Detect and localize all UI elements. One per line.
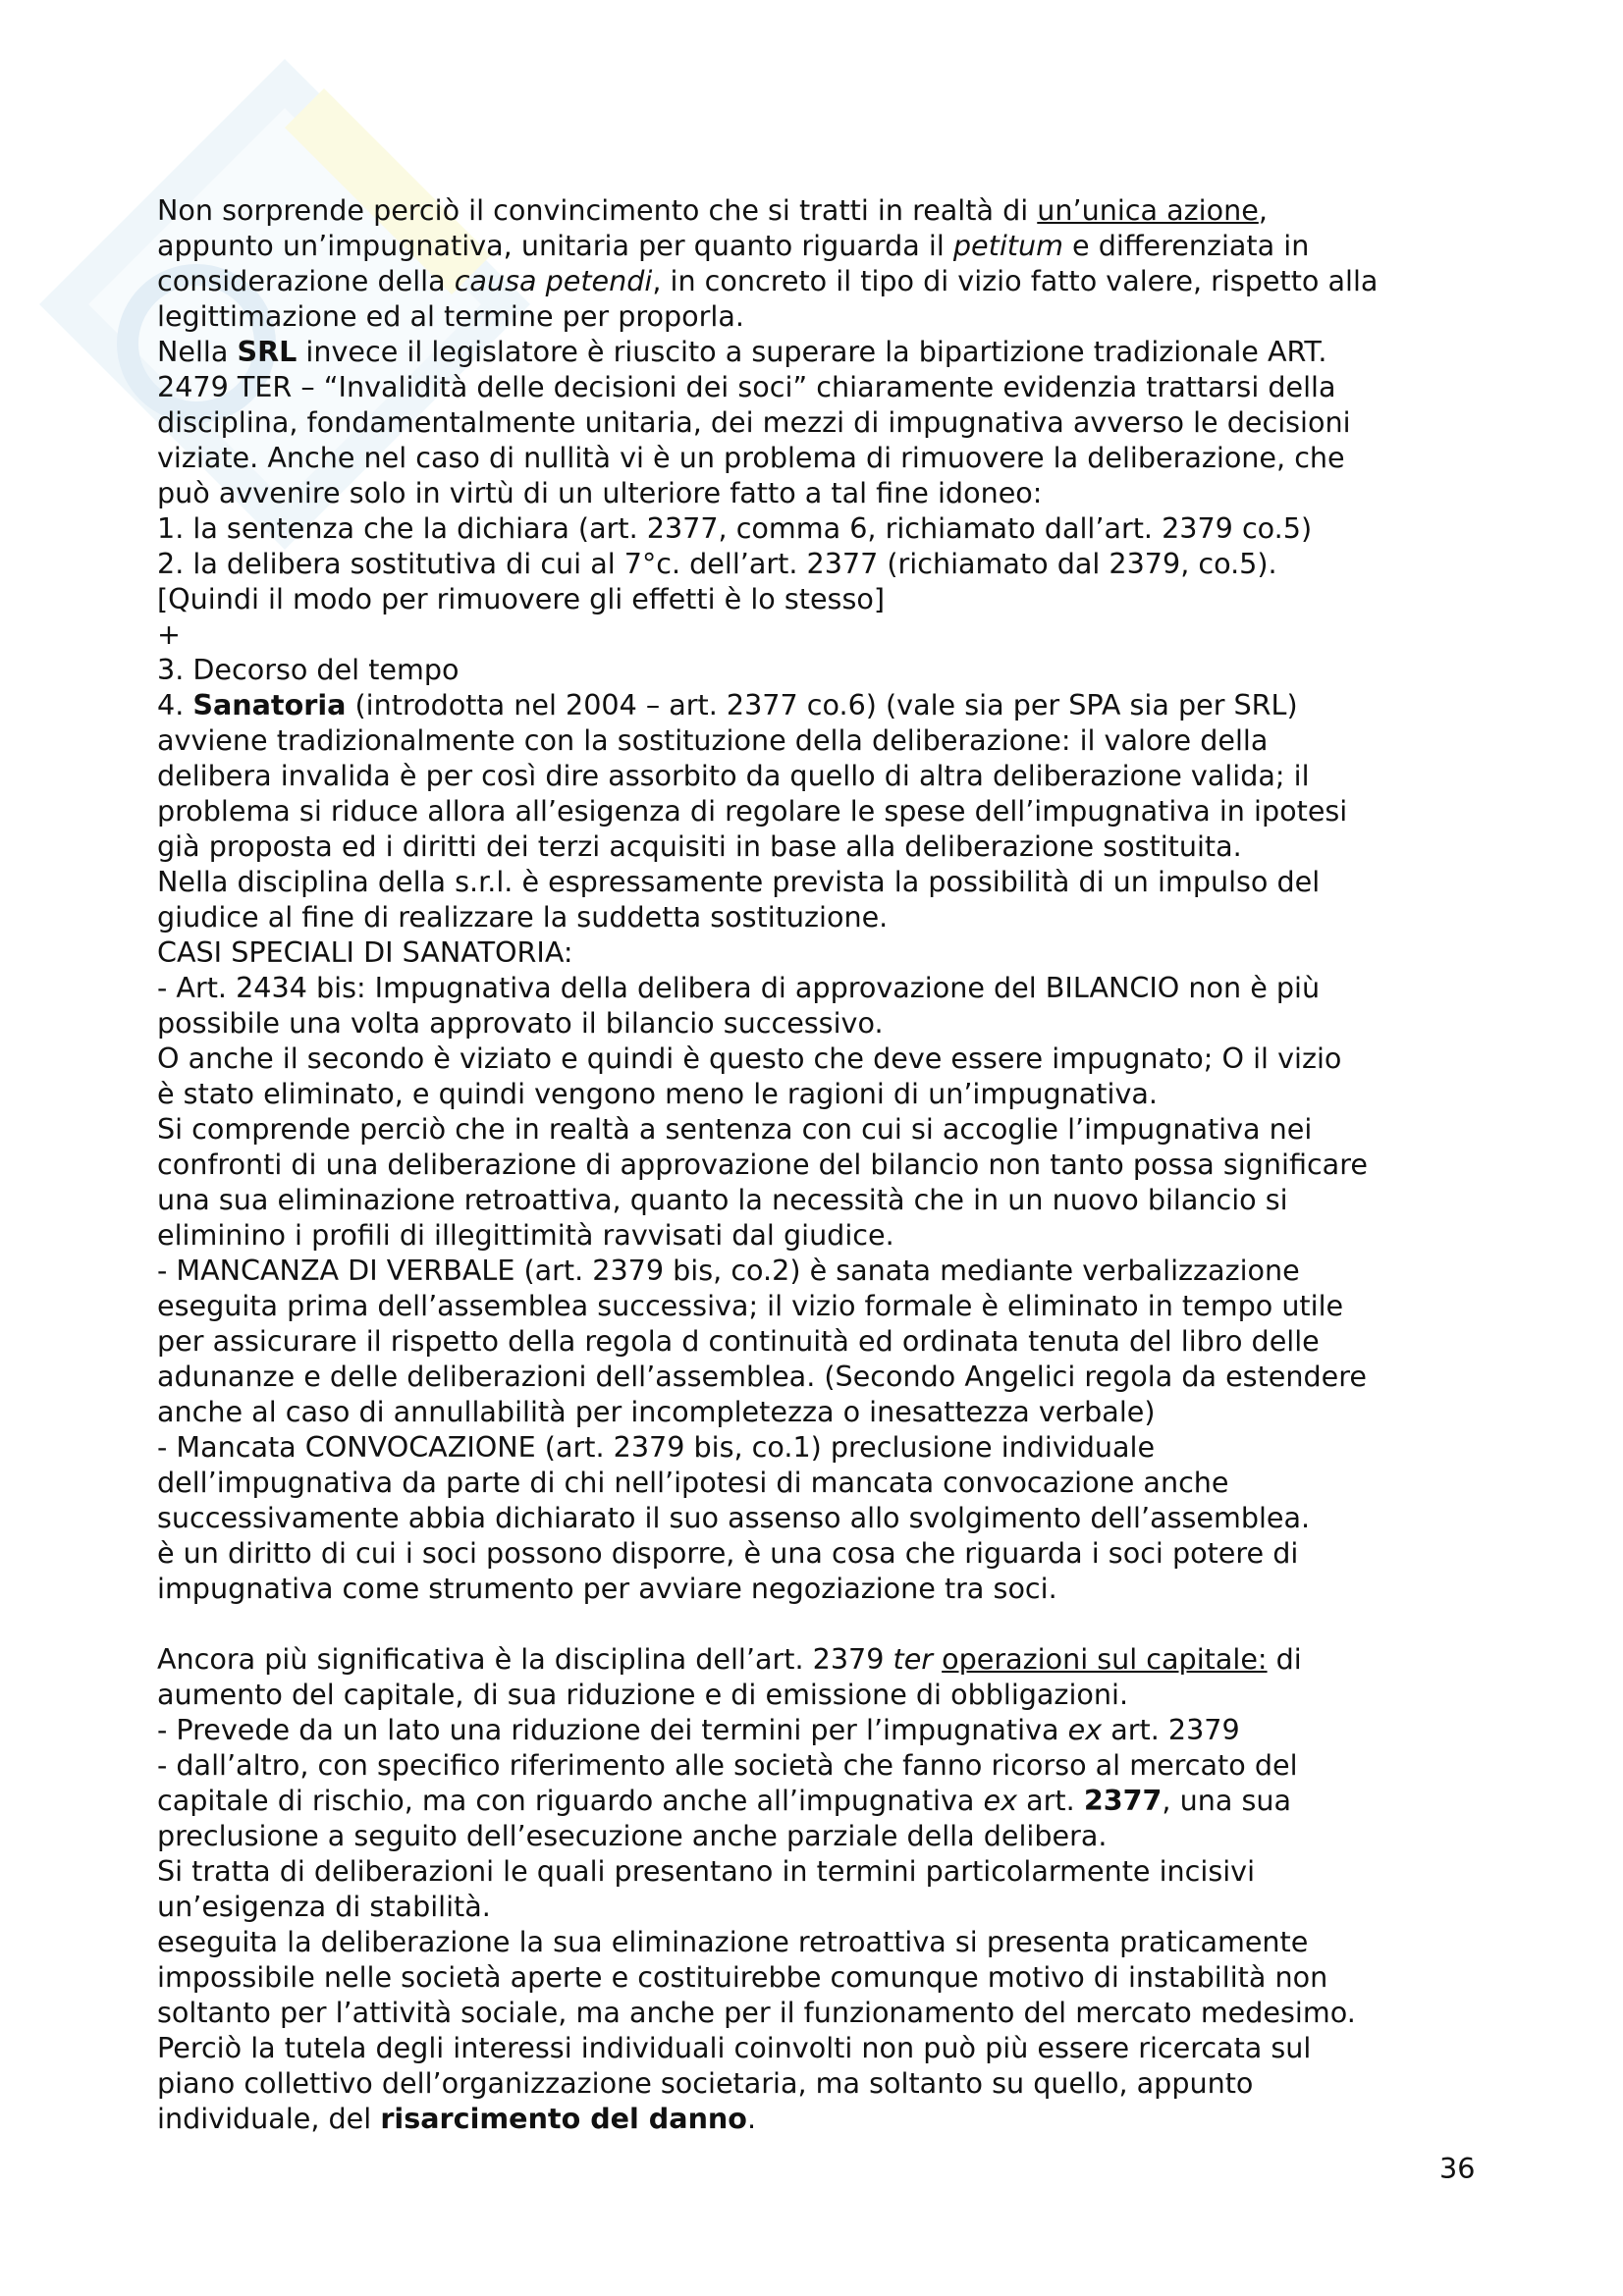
text-segment: di — [1267, 1642, 1302, 1676]
text-line — [157, 298, 1492, 334]
page-number: 36 — [1439, 2152, 1476, 2185]
text-segment: 2. la delibera sostitutiva di cui al 7°c. dell’art. 2377 (richiamato dal 2379, co.5). — [157, 547, 1277, 580]
text-segment: (introdotta nel 2004 – art. 2377 co.6) (vale sia per SPA sia per SRL) — [346, 688, 1298, 721]
text-segment: 1. la sentenza che la dichiara (art. 2377, comma 6, richiamato dall’art. 2379 co.5) — [157, 511, 1313, 545]
text-segment: possibile una volta approvato il bilancio successivo. — [157, 1006, 884, 1040]
text-segment: capitale di rischio, ma con riguardo anche all’impugnativa — [157, 1784, 984, 1817]
text-line — [157, 1818, 1492, 1853]
text-line — [157, 1995, 1492, 2030]
text-line — [157, 1147, 1492, 1182]
text-segment: ter — [893, 1642, 934, 1676]
text-segment: - Prevede da un lato una riduzione dei termini per l’impugnativa — [157, 1713, 1068, 1746]
text-line — [157, 722, 1492, 758]
text-segment: SRL — [237, 335, 298, 368]
text-segment: 3. Decorso del tempo — [157, 653, 460, 686]
text-segment: - MANCANZA DI VERBALE (art. 2379 bis, co.2) è sanata mediante verbalizzazione — [157, 1254, 1300, 1287]
text-segment: viziate. Anche nel caso di nullità vi è un problema di rimuovere la deliberazione, che — [157, 441, 1345, 474]
text-segment: ex — [983, 1784, 1018, 1817]
text-segment: Si comprende perciò che in realtà a sentenza con cui si accoglie l’impugnativa nei — [157, 1112, 1313, 1146]
document-body-text — [157, 192, 1492, 2136]
text-line — [157, 970, 1492, 1005]
text-line — [157, 1924, 1492, 1959]
text-line — [157, 1465, 1492, 1500]
text-segment: piano collettivo dell’organizzazione societaria, ma soltanto su quello, appunto — [157, 2066, 1254, 2100]
text-line — [157, 687, 1492, 722]
text-segment: - dall’altro, con specifico riferimento alle società che fanno ricorso al mercato del — [157, 1748, 1298, 1782]
text-line — [157, 652, 1492, 687]
text-line — [157, 1783, 1492, 1818]
text-segment: , una sua — [1162, 1784, 1291, 1817]
text-line — [157, 192, 1492, 228]
text-segment: - Mancata CONVOCAZIONE (art. 2379 bis, co.1) preclusione individuale — [157, 1430, 1156, 1464]
text-segment: Ancora più significativa è la disciplina dell’art. 2379 — [157, 1642, 893, 1676]
text-line — [157, 1288, 1492, 1323]
text-line — [157, 828, 1492, 864]
text-segment: adunanze e delle deliberazioni dell’assemblea. (Secondo Angelici regola da estendere — [157, 1360, 1367, 1393]
text-line — [157, 899, 1492, 934]
text-line — [157, 1076, 1492, 1111]
text-segment: Nella — [157, 335, 238, 368]
text-segment: [Quindi il modo per rimuovere gli effetti è lo stesso] — [157, 582, 885, 615]
text-segment: risarcimento del danno — [380, 2102, 747, 2135]
text-segment: delibera invalida è per così dire assorbito da quello di altra deliberazione valida; il — [157, 759, 1310, 792]
text-segment: eseguita la deliberazione la sua eliminazione retroattiva si presenta praticamente — [157, 1925, 1309, 1958]
text-segment: causa petendi — [454, 264, 653, 297]
text-line — [157, 440, 1492, 475]
text-segment: un’esigenza di stabilità. — [157, 1890, 491, 1923]
text-segment: Sanatoria — [192, 688, 347, 721]
text-line — [157, 758, 1492, 793]
text-segment: O anche il secondo è viziato e quindi è questo che deve essere impugnato; O il vizio — [157, 1041, 1342, 1075]
text-line — [157, 228, 1492, 263]
text-segment: problema si riduce allora all’esigenza di regolare le spese dell’impugnativa in ipotesi — [157, 794, 1348, 828]
text-segment: . — [746, 2102, 757, 2135]
text-segment: preclusione a seguito dell’esecuzione anche parziale della delibera. — [157, 1819, 1108, 1852]
text-line — [157, 616, 1492, 652]
text-segment: è stato eliminato, e quindi vengono meno le ragioni di un’impugnativa. — [157, 1077, 1158, 1110]
text-line — [157, 1359, 1492, 1394]
text-segment: Non sorprende perciò il convincimento che si tratti in realtà di — [157, 193, 1038, 227]
text-segment: considerazione della — [157, 264, 455, 297]
text-line — [157, 1677, 1492, 1712]
text-line — [157, 864, 1492, 899]
text-line — [157, 334, 1492, 369]
text-segment: appunto un’impugnativa, unitaria per quanto riguarda il — [157, 229, 953, 262]
text-segment: Perciò la tutela degli interessi individuali coinvolti non può più essere ricercata sul — [157, 2031, 1312, 2064]
text-line — [157, 510, 1492, 546]
text-line — [157, 1394, 1492, 1429]
text-line — [157, 2030, 1492, 2065]
text-segment: ex — [1067, 1713, 1103, 1746]
text-segment: - Art. 2434 bis: Impugnativa della delibera di approvazione del BILANCIO non è più — [157, 971, 1321, 1004]
text-line — [157, 1111, 1492, 1147]
text-segment: 2377 — [1083, 1784, 1163, 1817]
text-segment: dell’impugnativa da parte di chi nell’ipotesi di mancata convocazione anche — [157, 1466, 1229, 1499]
text-segment: avviene tradizionalmente con la sostituzione della deliberazione: il valore della — [157, 723, 1269, 757]
text-segment: aumento del capitale, di sua riduzione e di emissione di obbligazioni. — [157, 1678, 1129, 1711]
text-segment: eliminino i profili di illegittimità ravvisati dal giudice. — [157, 1218, 894, 1252]
text-segment: , — [1258, 193, 1268, 227]
text-segment: petitum — [952, 229, 1063, 262]
text-line — [157, 1429, 1492, 1465]
text-line — [157, 1182, 1492, 1217]
text-line — [157, 1041, 1492, 1076]
text-line — [157, 1253, 1492, 1288]
text-line — [157, 1641, 1492, 1677]
text-line — [157, 1747, 1492, 1783]
text-segment: anche al caso di annullabilità per incompletezza o inesattezza verbale) — [157, 1395, 1156, 1428]
text-line — [157, 1712, 1492, 1747]
text-line — [157, 581, 1492, 616]
text-segment: una sua eliminazione retroattiva, quanto la necessità che in un nuovo bilancio si — [157, 1183, 1288, 1216]
text-line — [157, 2101, 1492, 2136]
text-segment: successivamente abbia dichiarato il suo assenso allo svolgimento dell’assemblea. — [157, 1501, 1311, 1534]
text-segment: individuale, del — [157, 2102, 381, 2135]
text-line — [157, 1217, 1492, 1253]
text-line — [157, 2065, 1492, 2101]
text-line — [157, 1005, 1492, 1041]
text-segment: CASI SPECIALI DI SANATORIA: — [157, 935, 573, 969]
text-segment: eseguita prima dell’assemblea successiva; il vizio formale è eliminato in tempo utile — [157, 1289, 1344, 1322]
blank-line — [157, 1606, 1492, 1641]
text-segment: può avvenire solo in virtù di un ulteriore fatto a tal fine idoneo: — [157, 476, 1043, 509]
text-segment: soltanto per l’attività sociale, ma anche per il funzionamento del mercato medesimo. — [157, 1996, 1356, 2029]
text-segment: , in concreto il tipo di vizio fatto valere, rispetto alla — [652, 264, 1379, 297]
text-line — [157, 1500, 1492, 1535]
text-segment — [933, 1642, 942, 1676]
text-segment: Nella disciplina della s.r.l. è espressamente prevista la possibilità di un impulso del — [157, 865, 1321, 898]
text-line — [157, 1571, 1492, 1606]
text-line — [157, 475, 1492, 510]
text-segment: per assicurare il rispetto della regola d continuità ed ordinata tenuta del libro delle — [157, 1324, 1320, 1358]
text-line — [157, 1889, 1492, 1924]
text-line — [157, 1853, 1492, 1889]
text-segment: confronti di una deliberazione di approvazione del bilancio non tanto possa significare — [157, 1148, 1368, 1181]
text-segment: 2479 TER – “Invalidità delle decisioni dei soci” chiaramente evidenzia trattarsi della — [157, 370, 1336, 403]
text-line — [157, 1323, 1492, 1359]
text-segment: impugnativa come strumento per avviare negoziazione tra soci. — [157, 1572, 1057, 1605]
text-segment: impossibile nelle società aperte e costituirebbe comunque motivo di instabilità non — [157, 1960, 1328, 1994]
text-segment: è un diritto di cui i soci possono disporre, è una cosa che riguarda i soci potere di — [157, 1536, 1299, 1570]
text-line — [157, 404, 1492, 440]
text-line — [157, 369, 1492, 404]
text-segment: legittimazione ed al termine per proporla. — [157, 299, 744, 333]
text-segment: giudice al fine di realizzare la suddetta sostituzione. — [157, 900, 889, 934]
text-segment: + — [157, 617, 181, 651]
text-line — [157, 1535, 1492, 1571]
text-segment: Si tratta di deliberazioni le quali presentano in termini particolarmente incisivi — [157, 1854, 1256, 1888]
text-segment: già proposta ed i diritti dei terzi acquisiti in base alla deliberazione sostituita. — [157, 829, 1242, 863]
text-segment: art. 2379 — [1102, 1713, 1240, 1746]
text-segment: disciplina, fondamentalmente unitaria, dei mezzi di impugnativa avverso le decisioni — [157, 405, 1351, 439]
text-segment: art. — [1017, 1784, 1084, 1817]
text-segment: 4. — [157, 688, 193, 721]
text-line — [157, 263, 1492, 298]
text-line — [157, 1959, 1492, 1995]
text-line — [157, 934, 1492, 970]
text-segment: un’unica azione — [1037, 193, 1259, 227]
text-line — [157, 793, 1492, 828]
text-segment: invece il legislatore è riuscito a superare la bipartizione tradizionale ART. — [297, 335, 1327, 368]
text-line — [157, 546, 1492, 581]
text-segment: operazioni sul capitale: — [942, 1642, 1268, 1676]
text-segment: e differenziata in — [1062, 229, 1310, 262]
